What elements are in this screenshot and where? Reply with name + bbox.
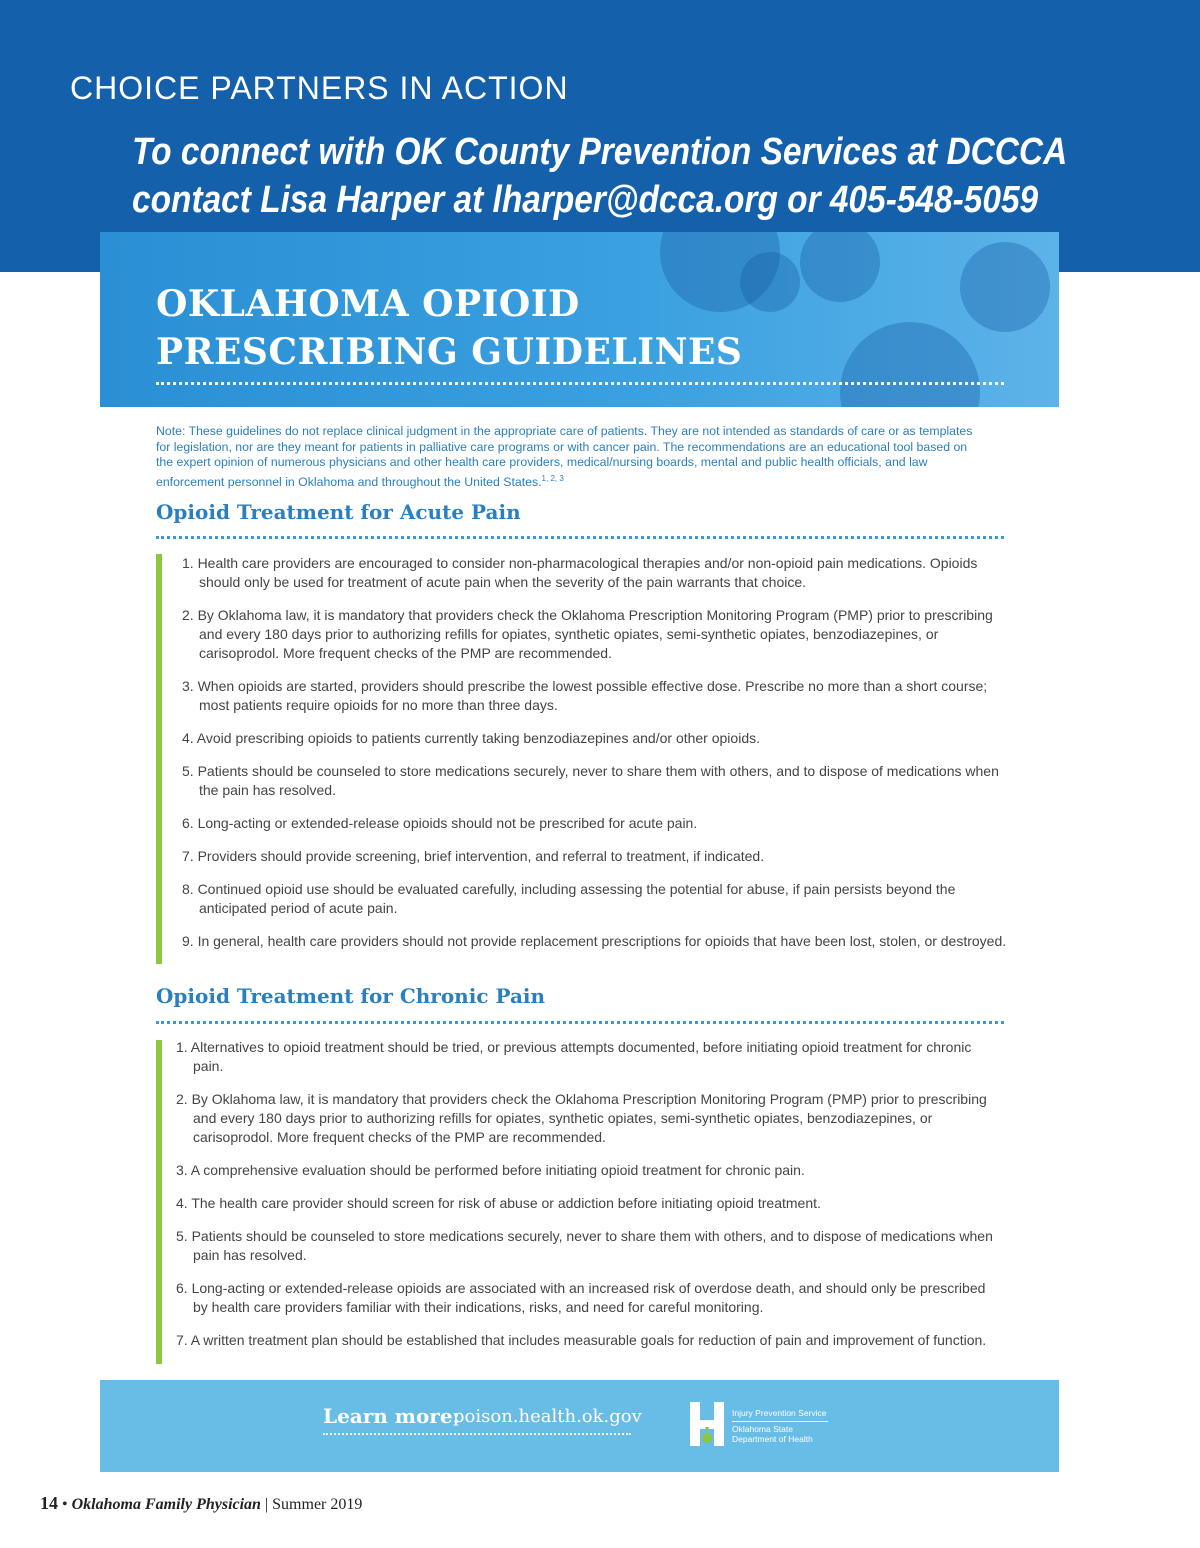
footer-separator: | <box>264 1496 269 1513</box>
note-text: Note: These guidelines do not replace clinical judgment in the appropriate care of patients. They are not intended as standards of care or as templates for legislation, nor are they meant for patients in palliative care programs or with cancer pain. The recommendations are an educational tool based on the expert opinion of numerous physicians and other health care providers, medical/nursing boards, mental and public health officials, and law enforcement personnel in Oklahoma and throughout the United States. <box>156 424 973 489</box>
guideline-item: 2. By Oklahoma law, it is mandatory that providers check the Oklahoma Prescription Monitoring Program (PMP) prior to prescribing and every 180 days prior to authorizing refills for opiates, synthetic opiates, semi-synthetic opiates, benzodiazepines, or carisoprodol. More frequent checks of the PMP are recommended. <box>176 1091 987 1145</box>
guideline-item: 1. Alternatives to opioid treatment should be tried, or previous attempts documented, before initiating opioid treatment for chronic pain. <box>176 1039 972 1074</box>
guideline-item: 4. The health care provider should screen for risk of abuse or addiction before initiating opioid treatment. <box>176 1195 821 1211</box>
logo-divider <box>732 1421 828 1422</box>
guideline-item: 6. Long-acting or extended-release opioids should not be prescribed for acute pain. <box>182 815 698 831</box>
guideline-item: 3. A comprehensive evaluation should be performed before initiating opioid treatment for chronic pain. <box>176 1162 805 1178</box>
flyer-title <box>156 280 742 376</box>
osdh-logo <box>688 1400 848 1452</box>
page-number: 14 <box>40 1493 58 1513</box>
flyer-title-line-1: OKLAHOMA OPIOID <box>156 283 580 325</box>
pill-image-blob <box>800 232 880 302</box>
guideline-item: 2. By Oklahoma law, it is mandatory that providers check the Oklahoma Prescription Monitoring Program (PMP) prior to prescribing and every 180 days prior to authorizing refills for opiates, synthetic opiates, semi-synthetic opiates, benzodiazepines, or carisoprodol. More frequent checks of the PMP are recommended. <box>182 607 993 661</box>
guideline-item: 5. Patients should be counseled to store medications securely, never to share them with others, and to dispose of medications when pain has resolved. <box>176 1228 993 1263</box>
chronic-accent-bar <box>156 1040 162 1364</box>
acute-pain-heading: Opioid Treatment for Acute Pain <box>156 500 521 524</box>
issue-date: Summer 2019 <box>272 1496 363 1513</box>
guideline-item: 8. Continued opioid use should be evaluated carefully, including assessing the potential for abuse, if pain persists beyond the anticipated period of acute pain. <box>182 881 956 916</box>
guideline-item: 6. Long-acting or extended-release opioids are associated with an increased risk of overdose death, and should only be prescribed by health care providers familiar with their indications, risks, and need for careful monitoring. <box>176 1280 986 1315</box>
note-references: 1, 2, 3 <box>541 473 564 483</box>
flyer-title-line-2: PRESCRIBING GUIDELINES <box>156 331 743 373</box>
guideline-item: 7. A written treatment plan should be established that includes measurable goals for reduction of pain and improvement of function. <box>176 1332 987 1348</box>
guideline-item: 9. In general, health care providers should not provide replacement prescriptions for opioids that have been lost, stolen, or destroyed. <box>182 933 1007 949</box>
learn-more-rule <box>323 1433 631 1435</box>
guideline-item: 4. Avoid prescribing opioids to patients currently taking benzodiazepines and/or other opioids. <box>182 730 760 746</box>
publication-name: Oklahoma Family Physician <box>71 1496 261 1513</box>
section-label: CHOICE PARTNERS IN ACTION <box>70 70 569 106</box>
pill-image-blob <box>740 252 800 312</box>
chronic-heading-rule <box>156 1021 1004 1024</box>
health-h-icon <box>688 1400 726 1448</box>
pill-image-blob <box>960 242 1050 332</box>
footer-bullet: • <box>62 1496 68 1513</box>
guideline-item: 7. Providers should provide screening, brief intervention, and referral to treatment, if indicated. <box>182 848 765 864</box>
guideline-item: 1. Health care providers are encouraged to consider non-pharmacological therapies and/or non-opioid pain medications. Opioids should only be used for treatment of acute pain when the severity of the pain warrants that choice. <box>182 555 978 590</box>
chronic-pain-list <box>176 1038 1001 1364</box>
flyer-header <box>100 232 1059 407</box>
guideline-item: 3. When opioids are started, providers should prescribe the lowest possible effective dose. Prescribe no more than a short course; most patients require opioids for no more than three days. <box>182 678 988 713</box>
contact-line-2: contact Lisa Harper at lharper@dcca.org or 405-548-5059 <box>132 179 1039 221</box>
page-footer <box>40 1493 362 1514</box>
disclaimer-note <box>156 424 986 490</box>
logo-service-name: Injury Prevention Service <box>732 1408 827 1418</box>
pill-image-blob <box>840 322 980 407</box>
logo-dept-line-1: Oklahoma State <box>732 1424 793 1434</box>
header-dotted-rule <box>156 382 1004 385</box>
guidelines-flyer <box>100 232 1059 1472</box>
contact-line-1: To connect with OK County Prevention Services at DCCCA <box>132 131 1068 173</box>
logo-department <box>732 1424 842 1444</box>
logo-dept-line-2: Department of Health <box>732 1434 813 1444</box>
learn-more-link[interactable]: poison.health.ok.gov <box>453 1406 642 1427</box>
acute-accent-bar <box>156 554 162 964</box>
acute-pain-list <box>182 554 1007 965</box>
contact-banner <box>132 128 1068 224</box>
guideline-item: 5. Patients should be counseled to store medications securely, never to share them with others, and to dispose of medications when the pain has resolved. <box>182 763 999 798</box>
acute-heading-rule <box>156 536 1004 539</box>
learn-more-band <box>100 1380 1059 1472</box>
chronic-pain-heading: Opioid Treatment for Chronic Pain <box>156 984 546 1008</box>
learn-more-label: Learn more: <box>323 1404 460 1428</box>
